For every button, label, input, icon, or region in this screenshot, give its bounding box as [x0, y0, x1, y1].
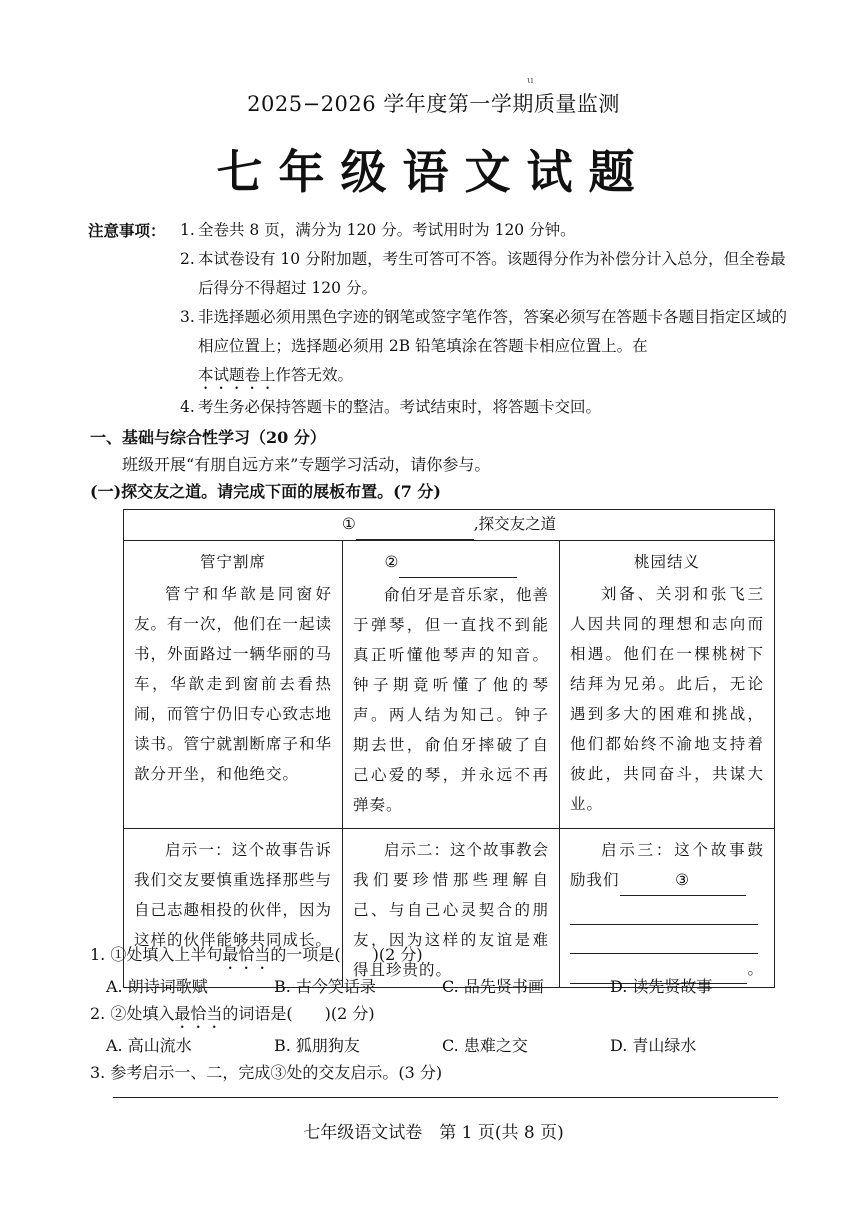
- note-text-a: 非选择题必须用黑色字迹的钢笔或签字笔作答，答案必须写在答题卡各题目指定区域的相应位置上；选择题必须用 2B 铅笔填涂在答题卡相应位置上。在: [198, 308, 788, 355]
- insight-text-2: 启示二：这个故事教会我们要珍惜那些理解自己、与自己心灵契合的朋友，因为这样的友谊是难得且珍贵的。: [353, 841, 550, 979]
- option-a[interactable]: A. 朗诗词歌赋: [106, 977, 208, 996]
- notes-block: [88, 216, 788, 422]
- question-emphasis: 最恰当: [174, 1004, 223, 1023]
- note-num: 2.: [180, 250, 195, 268]
- option-c[interactable]: C. 品先贤书画: [442, 977, 544, 996]
- note-text: 考生务必保持答题卡的整洁。考试结束时，将答题卡交回。: [198, 398, 602, 416]
- blank-2: [399, 547, 517, 578]
- insight-text-1: 启示一：这个故事告诉我们交友要慎重选择那些与自己志趣相投的伙伴，因为这样的伙伴能够共同成长。: [134, 841, 333, 949]
- note-emphasis: 本试题卷上: [198, 366, 276, 384]
- insight-text-3a: 启示三：这个故事鼓励我们: [570, 841, 764, 889]
- option-b[interactable]: B. 狐朋狗友: [274, 1036, 360, 1055]
- section-intro: 班级开展“有朋自远方来”专题学习活动，请你参与。: [122, 455, 491, 474]
- note-num: 4.: [180, 398, 195, 416]
- question-stem-end: 的词语是( )(2 分): [222, 1004, 375, 1023]
- note-item-1: [88, 216, 788, 245]
- board-header-text: ,探交友之道: [473, 515, 557, 533]
- story-cell-2: [343, 541, 560, 829]
- story-title-2: [353, 547, 549, 578]
- story-cell-1: [124, 541, 343, 829]
- scan-mark: ιı: [527, 76, 534, 86]
- question-stem-end: 的一项是( )(2 分): [270, 945, 423, 964]
- question-emphasis: 最恰当: [222, 945, 271, 964]
- note-text-b: 作答无效。: [275, 366, 354, 384]
- note-text: [198, 303, 788, 393]
- blank-mark-1: ①: [341, 515, 356, 533]
- subsection-heading: (一)探交友之道。请完成下面的展板布置。(7 分): [90, 482, 441, 501]
- option-d[interactable]: D. 读先贤故事: [610, 977, 713, 996]
- story-text-1: 管宁和华歆是同窗好友。有一次，他们在一起读书，外面路过一辆华丽的马车，华歆走到窗前去看热闹，而管宁仍旧专心致志地读书。管宁就割断席子和华歆分开坐，和他绝交。: [134, 585, 333, 783]
- exam-title: 七年级语文试题: [216, 145, 651, 199]
- option-b[interactable]: B. 古今笑话录: [274, 977, 376, 996]
- exam-subtitle: 2025−2026 学年度第一学期质量监测: [247, 92, 620, 116]
- answer-blank-3[interactable]: [620, 865, 746, 896]
- blank-mark-3: ③: [675, 871, 690, 889]
- note-num: 3.: [180, 308, 195, 326]
- questions-block: [90, 941, 780, 1086]
- section-heading: 一、基础与综合性学习（20 分）: [90, 428, 326, 447]
- note-item-2: [88, 245, 788, 303]
- question-2: [90, 1000, 780, 1059]
- note-num: 1.: [180, 221, 195, 239]
- option-c[interactable]: C. 患难之交: [442, 1036, 528, 1055]
- footer-divider: [113, 1097, 778, 1098]
- note-item-4: [88, 393, 788, 422]
- story-cell-3: [560, 541, 775, 829]
- page-footer: 七年级语文试卷 第 1 页(共 8 页): [303, 1123, 564, 1143]
- notes-lead: 注意事项：: [88, 221, 166, 240]
- note-text: 本试卷设有 10 分附加题，考生可答可不答。该题得分作为补偿分计入总分，但全卷最后得分不得超过 120 分。: [198, 250, 786, 297]
- question-stem: 3. 参考启示一、二，完成③处的交友启示。(3 分): [90, 1063, 443, 1082]
- board-header: [124, 510, 775, 541]
- display-board-table: [123, 509, 775, 988]
- option-d[interactable]: D. 青山绿水: [610, 1036, 697, 1055]
- blank-1: [356, 510, 474, 540]
- question-1: [90, 941, 780, 1000]
- note-text: 全卷共 8 页，满分为 120 分。考试用时为 120 分钟。: [198, 221, 576, 239]
- note-item-3: [88, 303, 788, 393]
- story-title-1: 管宁割席: [199, 553, 266, 571]
- story-text-2: 俞伯牙是音乐家，他善于弹琴，但一直找不到能真正听懂他琴声的知音。钟子期竟听懂了他的琴声。两人结为知己。钟子期去世，俞伯牙摔破了自己心爱的琴，并永远不再弹奏。: [353, 586, 550, 814]
- question-3: [90, 1059, 780, 1086]
- question-stem: 2. ②处填入: [90, 1004, 175, 1023]
- option-a[interactable]: A. 高山流水: [106, 1036, 192, 1055]
- insight-end: 。: [747, 960, 764, 978]
- blank-mark-2: ②: [384, 553, 400, 571]
- insight-text-3: [570, 835, 764, 896]
- answer-line[interactable]: [570, 896, 758, 925]
- story-text-3: 刘备、关羽和张飞三人因共同的理想和志向而相遇。他们在一棵桃树下结拜为兄弟。此后，无论遇到多大的困难和挑战，他们都始终不渝地支持着彼此，共同奋斗，共谋大业。: [570, 585, 764, 813]
- story-title-3: 桃园结义: [633, 553, 700, 571]
- question-stem: 1. ①处填入上半句: [90, 945, 223, 964]
